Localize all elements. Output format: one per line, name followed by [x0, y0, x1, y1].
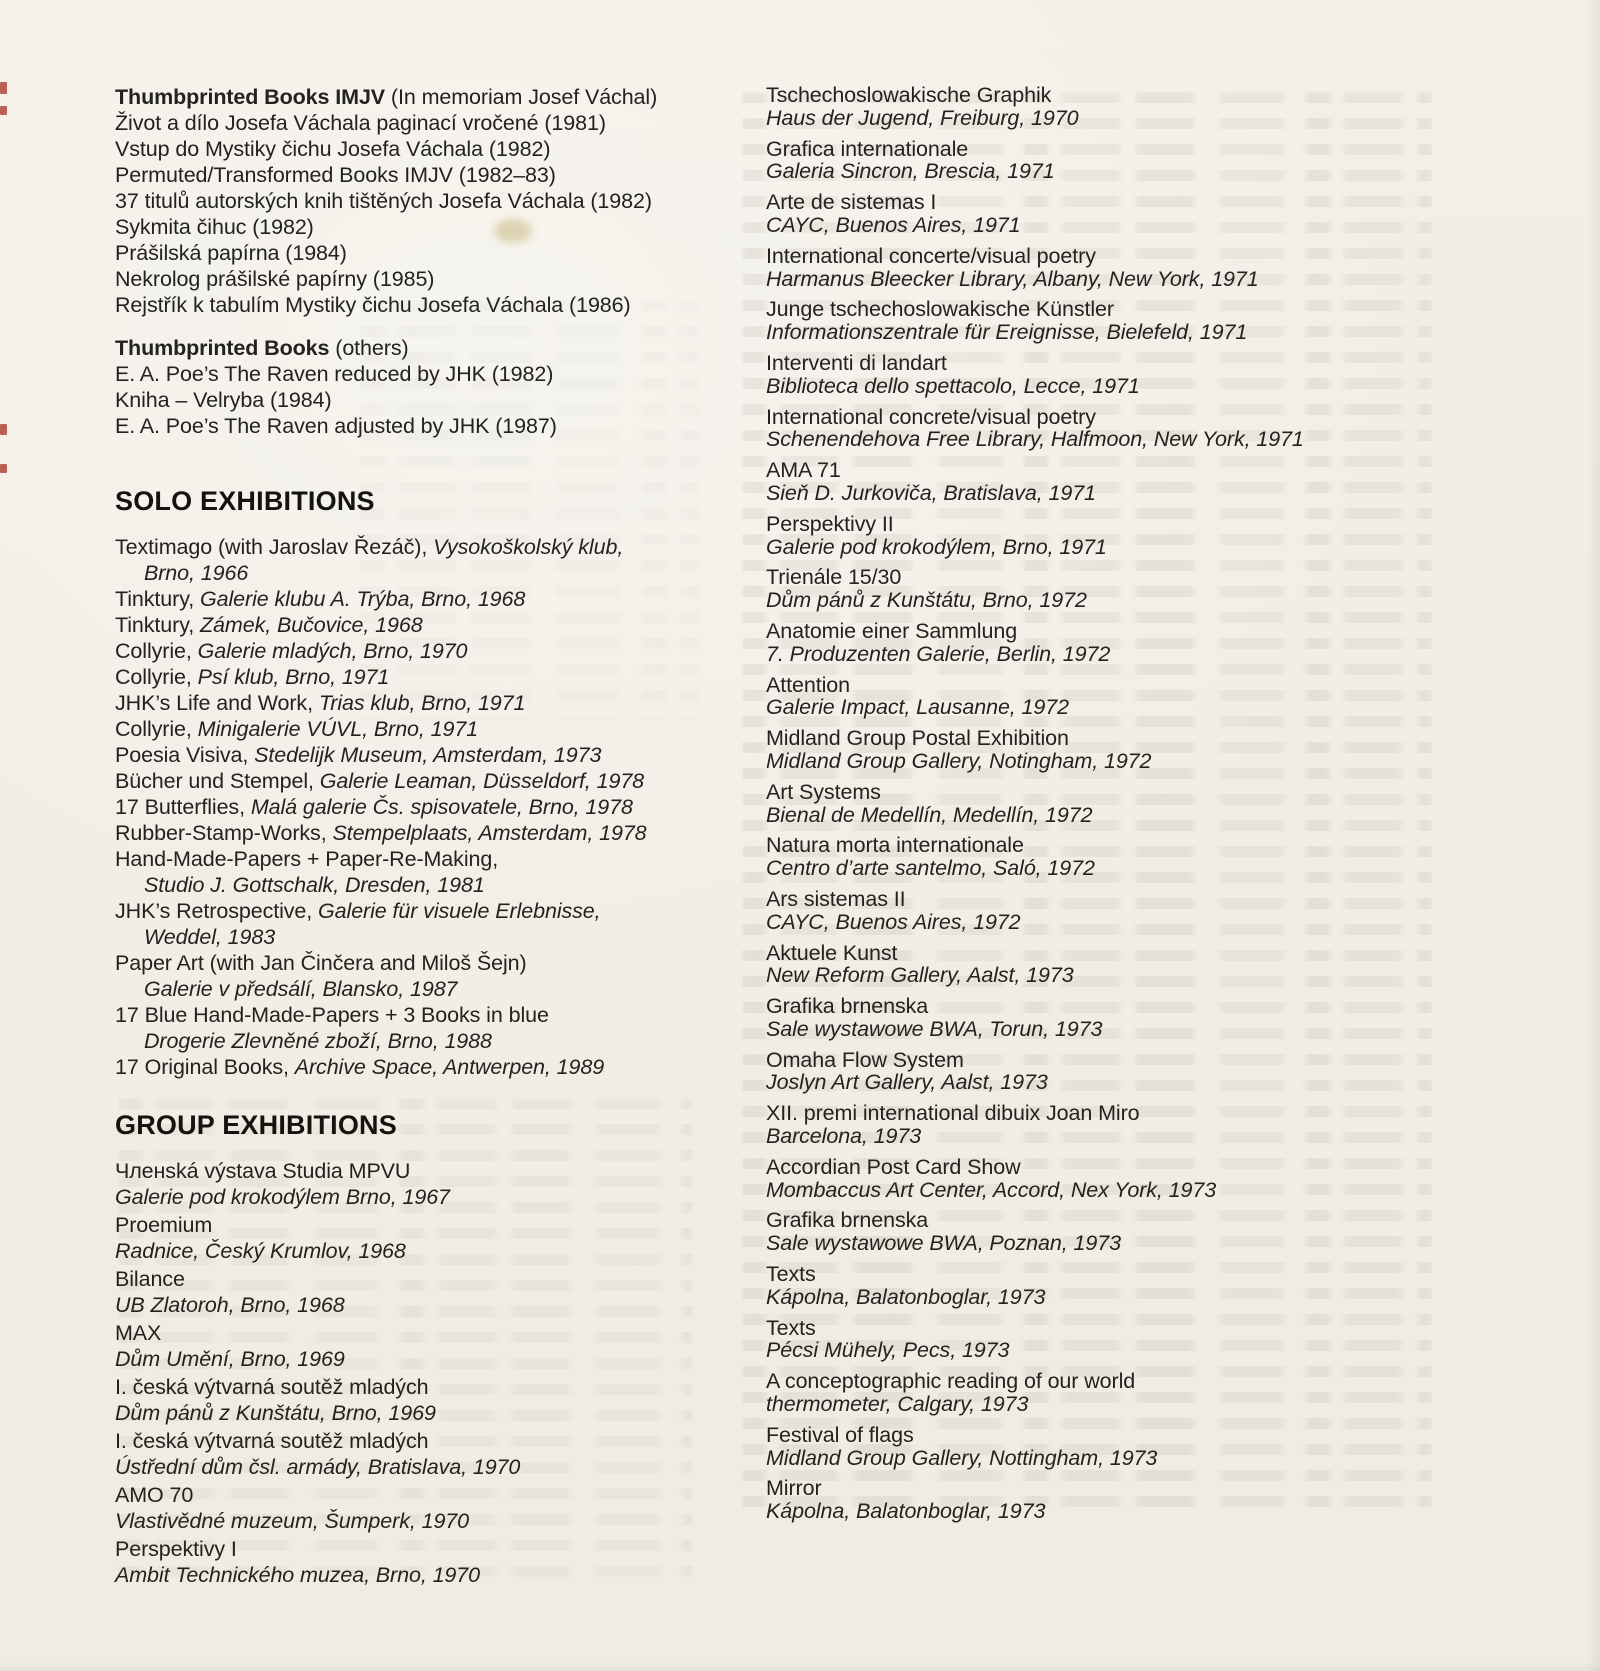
- exhibition-entry: [766, 1209, 1414, 1255]
- venue-continuation-line: [115, 976, 729, 1002]
- exhibition-line: [115, 612, 729, 638]
- imjv-work-list: [115, 110, 729, 318]
- title-text: Tinktury,: [115, 587, 201, 611]
- venue-text: Stedelijk Museum, Amsterdam, 1973: [254, 743, 602, 767]
- exhibition-entry: [115, 1212, 729, 1264]
- exhibition-venue: Sieň D. Jurkoviča, Bratislava, 1971: [766, 480, 1096, 505]
- venue-text: Drogerie Zlevněné zboží, Brno, 1988: [144, 1029, 492, 1053]
- subsection-heading-normal: (others): [329, 336, 409, 360]
- exhibition-venue: Vlastivědné muzeum, Šumperk, 1970: [115, 1509, 470, 1533]
- exhibition-venue: Barcelona, 1973: [766, 1124, 922, 1149]
- exhibition-title: Anatomie einer Sammlung: [766, 618, 1018, 643]
- subsection-heading: [115, 84, 729, 110]
- solo-exhibition-item: [115, 690, 729, 716]
- page-edge-shadow: [1586, 0, 1600, 1671]
- exhibition-venue: Galerie Impact, Lausanne, 1972: [766, 695, 1069, 720]
- work-item: E. A. Poe’s The Raven reduced by JHK (1982): [115, 362, 554, 386]
- red-edge-mark: [0, 464, 7, 473]
- exhibition-title: Art Systems: [766, 779, 881, 804]
- title-text: 17 Blue Hand-Made-Papers + 3 Books in blue: [115, 1003, 549, 1027]
- others-work-list: [115, 361, 729, 439]
- exhibition-title: Членská výstava Studia MPVU: [115, 1159, 411, 1183]
- exhibition-title: Tschechoslowakische Graphik: [766, 83, 1052, 107]
- venue-text: Malá galerie Čs. spisovatele, Brno, 1978: [250, 795, 633, 819]
- exhibition-venue: Mombaccus Art Center, Accord, Nex York, 1973: [766, 1177, 1217, 1202]
- exhibition-line: [115, 898, 729, 924]
- venue-text: Zámek, Bučovice, 1968: [200, 613, 423, 637]
- exhibition-line: [115, 950, 729, 976]
- venue-text: Trias klub, Brno, 1971: [318, 691, 526, 715]
- exhibition-entry: [115, 1320, 729, 1372]
- exhibition-line: [115, 690, 729, 716]
- group-exhibitions-heading: GROUP EXHIBITIONS: [115, 1110, 397, 1140]
- exhibition-entry: [766, 1102, 1414, 1148]
- exhibition-title: Trienále 15/30: [766, 565, 902, 590]
- exhibition-line: [115, 1054, 729, 1080]
- exhibition-entry: [766, 727, 1414, 773]
- exhibition-title: Midland Group Postal Exhibition: [766, 726, 1069, 751]
- exhibition-venue: Joslyn Art Gallery, Aalst, 1973: [766, 1070, 1048, 1095]
- exhibition-venue: New Reform Gallery, Aalst, 1973: [766, 963, 1074, 988]
- exhibition-entry: [115, 1428, 729, 1480]
- exhibition-venue: Midland Group Gallery, Nottingham, 1973: [766, 1445, 1158, 1470]
- exhibition-line: [115, 534, 729, 560]
- venue-text: Brno, 1966: [144, 561, 249, 585]
- exhibition-title: Grafika brnenska: [766, 1208, 929, 1233]
- work-item: Sykmita čihuc (1982): [115, 215, 314, 239]
- subsection-heading-bold: Thumbprinted Books IMJV: [115, 85, 386, 109]
- exhibition-venue: Ústřední dům čsl. armády, Bratislava, 1970: [115, 1455, 521, 1479]
- solo-exhibition-item: [115, 846, 729, 898]
- title-text: Bücher und Stempel,: [115, 769, 320, 793]
- exhibition-entry: [115, 1536, 729, 1588]
- title-text: Rubber-Stamp-Works,: [115, 821, 333, 845]
- venue-text: Weddel, 1983: [144, 925, 276, 949]
- work-item: Permuted/Transformed Books IMJV (1982–83): [115, 163, 556, 187]
- exhibition-title: Interventi di landart: [766, 350, 947, 375]
- venue-text: Galerie Leaman, Düsseldorf, 1978: [319, 769, 645, 793]
- exhibition-venue: Radnice, Český Krumlov, 1968: [115, 1239, 406, 1263]
- exhibition-entry: [766, 352, 1414, 398]
- exhibition-entry: [766, 459, 1414, 505]
- exhibition-line: [115, 638, 729, 664]
- subsection-heading: [115, 335, 729, 361]
- exhibition-title: Junge tschechoslowakische Künstler: [766, 297, 1114, 322]
- title-text: JHK’s Life and Work,: [115, 691, 319, 715]
- exhibition-line: [115, 1002, 729, 1028]
- exhibition-venue: Galeria Sincron, Brescia, 1971: [766, 159, 1055, 184]
- exhibition-title: International concrete/visual poetry: [766, 404, 1096, 429]
- venue-text: Minigalerie VÚVL, Brno, 1971: [197, 717, 479, 741]
- exhibition-entry: [766, 566, 1414, 612]
- solo-exhibition-item: [115, 794, 729, 820]
- exhibition-entry: [766, 620, 1414, 666]
- title-text: Collyrie,: [115, 665, 198, 689]
- exhibition-entry: [766, 1370, 1414, 1416]
- venue-continuation-line: [115, 1028, 729, 1054]
- section-group-exhibitions: [115, 1110, 729, 1588]
- work-item: Kniha – Velryba (1984): [115, 388, 332, 412]
- red-edge-mark: [0, 424, 7, 435]
- exhibition-entry: [766, 298, 1414, 344]
- venue-text: Galerie für visuele Erlebnisse,: [318, 899, 601, 923]
- exhibition-venue: Kápolna, Balatonboglar, 1973: [766, 1499, 1046, 1524]
- exhibition-title: Arte de sistemas I: [766, 190, 937, 215]
- right-column: [766, 84, 1414, 1531]
- venue-text: Galerie mladých, Brno, 1970: [197, 639, 468, 663]
- venue-text: Galerie klubu A. Trýba, Brno, 1968: [200, 587, 526, 611]
- solo-exhibition-item: [115, 612, 729, 638]
- venue-text: Vysokoškolský klub,: [433, 535, 624, 559]
- exhibition-title: MAX: [115, 1321, 162, 1345]
- exhibition-venue: Ambit Technického muzea, Brno, 1970: [115, 1563, 481, 1587]
- solo-exhibition-item: [115, 534, 729, 586]
- exhibition-venue: Sale wystawowe BWA, Poznan, 1973: [766, 1231, 1121, 1256]
- exhibition-title: Festival of flags: [766, 1422, 914, 1447]
- exhibition-entry: [766, 513, 1414, 559]
- exhibition-entry: [115, 1266, 729, 1318]
- exhibition-line: [115, 664, 729, 690]
- solo-exhibition-item: [115, 638, 729, 664]
- exhibition-title: AMA 71: [766, 458, 841, 483]
- exhibition-venue: 7. Produzenten Galerie, Berlin, 1972: [766, 641, 1111, 666]
- exhibition-line: [115, 820, 729, 846]
- exhibition-entry: [766, 781, 1414, 827]
- exhibition-title: Mirror: [766, 1476, 822, 1501]
- exhibition-venue: thermometer, Calgary, 1973: [766, 1392, 1029, 1417]
- exhibition-title: Grafika brnenska: [766, 994, 929, 1019]
- exhibition-title: Grafica internationale: [766, 136, 969, 161]
- exhibition-venue: Kápolna, Balatonboglar, 1973: [766, 1284, 1046, 1309]
- title-text: Paper Art (with Jan Činčera and Miloš Šejn): [115, 951, 527, 975]
- group-exhibition-list: [115, 1158, 729, 1588]
- exhibition-venue: Galerie pod krokodýlem, Brno, 1971: [766, 534, 1107, 559]
- solo-exhibition-list: [115, 534, 729, 1080]
- exhibition-entry: [115, 1482, 729, 1534]
- work-item: E. A. Poe’s The Raven adjusted by JHK (1987): [115, 414, 557, 438]
- section-thumbprinted-imjv: [115, 84, 729, 318]
- exhibition-entry: [766, 674, 1414, 720]
- exhibition-entry: [766, 138, 1414, 184]
- exhibition-venue: Centro d’arte santelmo, Saló, 1972: [766, 856, 1095, 881]
- section-solo-exhibitions: [115, 486, 729, 1080]
- exhibition-entry: [766, 1477, 1414, 1523]
- exhibition-entry: [115, 1374, 729, 1426]
- work-item: 37 titulů autorských knih tištěných Josefa Váchala (1982): [115, 189, 652, 213]
- exhibition-venue: Haus der Jugend, Freiburg, 1970: [766, 105, 1079, 130]
- exhibition-venue: CAYC, Buenos Aires, 1971: [766, 212, 1021, 237]
- venue-text: Archive Space, Antwerpen, 1989: [294, 1055, 605, 1079]
- exhibition-entry: [766, 191, 1414, 237]
- solo-exhibition-item: [115, 742, 729, 768]
- exhibition-title: AMO 70: [115, 1483, 194, 1507]
- venue-continuation-line: [115, 924, 729, 950]
- exhibition-line: [115, 846, 729, 872]
- title-text: 17 Butterflies,: [115, 795, 251, 819]
- exhibition-venue: Sale wystawowe BWA, Torun, 1973: [766, 1016, 1103, 1041]
- title-text: 17 Original Books,: [115, 1055, 295, 1079]
- exhibition-entry: [766, 245, 1414, 291]
- exhibition-entry: [766, 1156, 1414, 1202]
- title-text: Hand-Made-Papers + Paper-Re-Making,: [115, 847, 499, 871]
- exhibition-title: Natura morta internationale: [766, 833, 1024, 858]
- exhibition-title: A conceptographic reading of our world: [766, 1369, 1136, 1394]
- exhibition-venue: CAYC, Buenos Aires, 1972: [766, 909, 1021, 934]
- title-text: Collyrie,: [115, 717, 198, 741]
- exhibition-venue: Galerie pod krokodýlem Brno, 1967: [115, 1185, 450, 1209]
- section-thumbprinted-others: [115, 335, 729, 439]
- exhibition-venue: Schenendehova Free Library, Halfmoon, New York, 1971: [766, 427, 1304, 452]
- exhibition-line: [115, 742, 729, 768]
- venue-text: Galerie v předsálí, Blansko, 1987: [144, 977, 458, 1001]
- red-edge-mark: [0, 82, 7, 94]
- subsection-heading-normal: (In memoriam Josef Váchal): [385, 85, 658, 109]
- work-item: Prášilská papírna (1984): [115, 241, 347, 265]
- exhibition-title: Perspektivy II: [766, 511, 894, 536]
- exhibition-line: [115, 586, 729, 612]
- exhibition-title: Omaha Flow System: [766, 1047, 964, 1072]
- solo-exhibition-item: [115, 898, 729, 950]
- exhibition-entry: [766, 1424, 1414, 1470]
- exhibition-line: [115, 768, 729, 794]
- venue-text: Studio J. Gottschalk, Dresden, 1981: [144, 873, 485, 897]
- exhibition-title: Aktuele Kunst: [766, 940, 898, 965]
- title-text: Collyrie,: [115, 639, 198, 663]
- exhibition-title: I. česká výtvarná soutěž mladých: [115, 1429, 429, 1453]
- exhibition-venue: Harmanus Bleecker Library, Albany, New York, 1971: [766, 266, 1259, 291]
- title-text: Textimago (with Jaroslav Řezáč),: [115, 535, 434, 559]
- exhibition-venue: Bienal de Medellín, Medellín, 1972: [766, 802, 1093, 827]
- group-exhibition-list-continued: [766, 84, 1414, 1523]
- title-text: Tinktury,: [115, 613, 201, 637]
- venue-continuation-line: [115, 872, 729, 898]
- exhibition-title: Proemium: [115, 1213, 213, 1237]
- solo-exhibition-item: [115, 820, 729, 846]
- subsection-heading-bold: Thumbprinted Books: [115, 336, 330, 360]
- title-text: JHK’s Retrospective,: [115, 899, 319, 923]
- solo-exhibition-item: [115, 716, 729, 742]
- page-edge-shadow-bottom: [0, 1661, 1600, 1671]
- solo-exhibitions-heading: SOLO EXHIBITIONS: [115, 486, 375, 516]
- exhibition-entry: [766, 1263, 1414, 1309]
- exhibition-venue: UB Zlatoroh, Brno, 1968: [115, 1293, 345, 1317]
- venue-continuation-line: [115, 560, 729, 586]
- exhibition-venue: Dům Umění, Brno, 1969: [115, 1347, 345, 1371]
- exhibition-title: Accordian Post Card Show: [766, 1154, 1021, 1179]
- venue-text: Psí klub, Brno, 1971: [197, 665, 390, 689]
- exhibition-entry: [766, 1049, 1414, 1095]
- exhibition-title: XII. premi international dibuix Joan Miro: [766, 1101, 1140, 1126]
- exhibition-entry: [766, 942, 1414, 988]
- exhibition-entry: [766, 1317, 1414, 1363]
- exhibition-entry: [766, 995, 1414, 1041]
- exhibition-line: [115, 794, 729, 820]
- solo-exhibition-item: [115, 950, 729, 1002]
- work-item: Rejstřík k tabulím Mystiky čichu Josefa Váchala (1986): [115, 293, 631, 317]
- exhibition-line: [115, 716, 729, 742]
- exhibition-entry: [766, 888, 1414, 934]
- solo-exhibition-item: [115, 664, 729, 690]
- exhibition-venue: Informationszentrale für Ereignisse, Bielefeld, 1971: [766, 320, 1248, 345]
- exhibition-title: International concerte/visual poetry: [766, 243, 1096, 268]
- exhibition-entry: [766, 406, 1414, 452]
- venue-text: Stempelplaats, Amsterdam, 1978: [332, 821, 647, 845]
- solo-exhibition-item: [115, 768, 729, 794]
- exhibition-venue: Midland Group Gallery, Notingham, 1972: [766, 748, 1152, 773]
- exhibition-title: Attention: [766, 672, 850, 697]
- red-edge-mark: [0, 106, 7, 115]
- exhibition-title: Ars sistemas II: [766, 886, 906, 911]
- exhibition-entry: [115, 1158, 729, 1210]
- exhibition-venue: Biblioteca dello spettacolo, Lecce, 1971: [766, 373, 1140, 398]
- exhibition-venue: Dům pánů z Kunštátu, Brno, 1972: [766, 588, 1087, 613]
- exhibition-venue: Dům pánů z Kunštátu, Brno, 1969: [115, 1401, 436, 1425]
- solo-exhibition-item: [115, 1054, 729, 1080]
- solo-exhibition-item: [115, 586, 729, 612]
- exhibition-title: Perspektivy I: [115, 1537, 237, 1561]
- left-column: [115, 84, 729, 1590]
- exhibition-title: I. česká výtvarná soutěž mladých: [115, 1375, 429, 1399]
- title-text: Poesia Visiva,: [115, 743, 255, 767]
- exhibition-venue: Pécsi Mühely, Pecs, 1973: [766, 1338, 1010, 1363]
- exhibition-entry: [766, 84, 1414, 130]
- exhibition-entry: [766, 834, 1414, 880]
- work-item: Život a dílo Josefa Váchala paginací vročené (1981): [115, 111, 606, 135]
- solo-exhibition-item: [115, 1002, 729, 1054]
- exhibition-title: Bilance: [115, 1267, 185, 1291]
- exhibition-title: Texts: [766, 1262, 816, 1287]
- exhibition-title: Texts: [766, 1315, 816, 1340]
- work-item: Vstup do Mystiky čichu Josefa Váchala (1982): [115, 137, 551, 161]
- work-item: Nekrolog prášilské papírny (1985): [115, 267, 435, 291]
